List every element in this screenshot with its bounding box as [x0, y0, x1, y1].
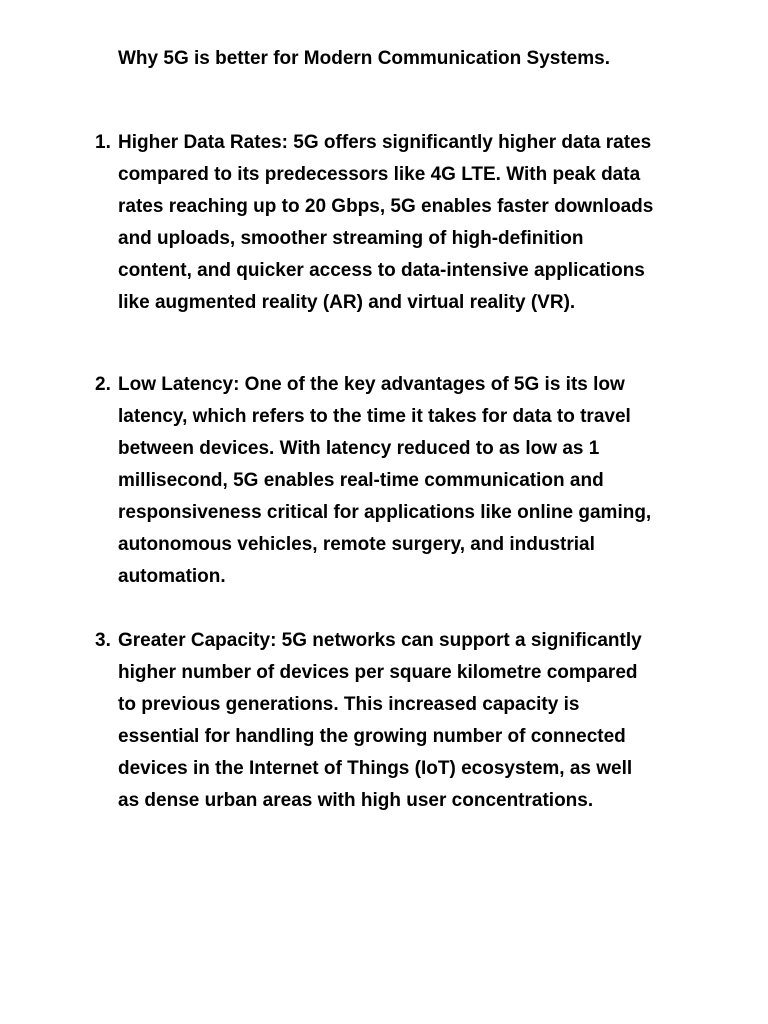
list-item-number: 1. [95, 132, 111, 153]
list-item-text: Higher Data Rates: 5G offers significantly higher data rates compared to its predecessors like 4G LTE. With peak data rates reaching up to 20 Gbps, 5G enables faster downloads and uploads, smoother streaming of high-definition content, and quicker access to data-intensive applications like augmented reality (AR) and virtual reality (VR). [118, 132, 654, 313]
list-item [90, 625, 700, 817]
list-item-text: Greater Capacity: 5G networks can support a significantly higher number of devices per square kilometre compared to previous generations. This increased capacity is essential for handling the growing number of connected devices in the Internet of Things (IoT) ecosystem, as well as dense urban areas with high user concentrations. [118, 630, 642, 811]
list-item [90, 369, 700, 593]
list-item [90, 127, 700, 319]
list-item-text: Low Latency: One of the key advantages of 5G is its low latency, which refers to the time it takes for data to travel between devices. With latency reduced to as low as 1 millisecond, 5G enables real-time communication and responsiveness critical for applications like online gaming, autonomous vehicles, remote surgery, and industrial automation. [118, 374, 652, 587]
list-item-number: 3. [95, 630, 111, 651]
document-title: Why 5G is better for Modern Communication Systems. [118, 48, 610, 69]
list-item-number: 2. [95, 374, 111, 395]
